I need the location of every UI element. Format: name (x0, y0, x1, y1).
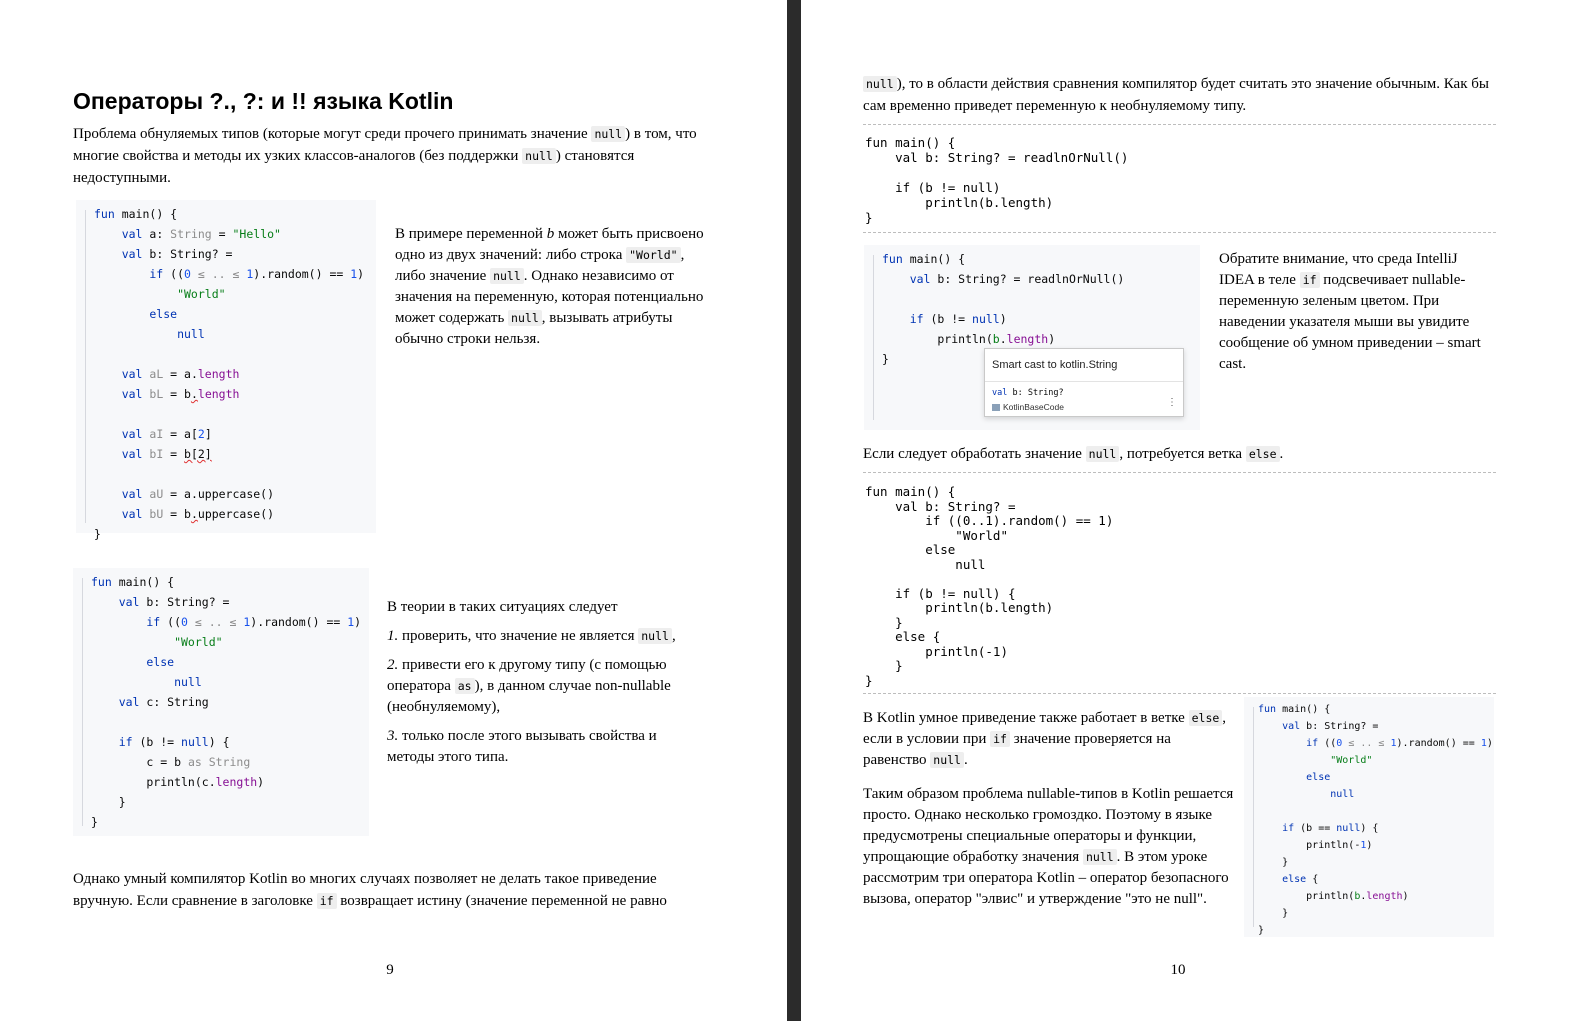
code-token: val (882, 272, 938, 286)
code-token: b (992, 332, 1000, 346)
code-line (1258, 786, 1494, 803)
code-line (1258, 718, 1494, 735)
code-token: = (163, 447, 185, 461)
code-token: ) (1402, 891, 1409, 902)
code-token: if (1258, 823, 1301, 834)
code-token: main() { (1282, 704, 1331, 715)
code-token: ).random() == (250, 615, 348, 629)
code-token: else (94, 307, 178, 321)
code-token: val (94, 387, 150, 401)
code-token: String (170, 227, 212, 241)
code-token: as String (187, 755, 251, 769)
code-token: ≤ .. ≤ (187, 615, 244, 629)
code-token: aI (149, 427, 164, 441)
tooltip-title: Smart cast to kotlin.String (985, 349, 1183, 382)
code-line (94, 504, 376, 524)
code-token: val (94, 247, 150, 261)
code-line (1258, 769, 1494, 786)
code-token: 1 (347, 615, 355, 629)
summary-paragraph: Таким образом проблема nullable-типов в Kotlin решается просто. Однако несколько громоздко. Поэтому в языке предусмотрены специальные операторы и функции, упрощающие обработку значения null . В этом уроке рассмотрим три оператора Kotlin – оператор безопасного вызова, оператор "элвис" и утверждение "это не null". (863, 786, 1234, 907)
code-token: val (1258, 721, 1307, 732)
code-token: ≤ .. ≤ (1342, 738, 1391, 749)
theory-steps (387, 597, 687, 776)
code-token: bL (149, 387, 164, 401)
code-token: length (197, 367, 240, 381)
code-token: else (1258, 874, 1313, 885)
code-line (1258, 820, 1494, 837)
page-title: Операторы ?., ?: и !! языка Kotlin (73, 88, 454, 114)
code-line (91, 812, 369, 832)
code-token: null (181, 735, 209, 749)
code-token: = (211, 227, 233, 241)
code-line (882, 289, 1200, 309)
code-token: bU (149, 507, 164, 521)
code-token: if (1258, 738, 1325, 749)
code-token: null (91, 675, 202, 689)
code-token: "World" (94, 287, 226, 301)
code-token: val (94, 447, 150, 461)
code-line (1258, 905, 1494, 922)
code-token: val (91, 595, 147, 609)
code-line (94, 404, 376, 424)
code-line (1258, 803, 1494, 820)
code-line (91, 612, 369, 632)
code-line (882, 269, 1200, 289)
code-line (94, 224, 376, 244)
code-token: . (999, 332, 1007, 346)
page-number: 10 (1170, 962, 1186, 978)
divider (863, 124, 1496, 125)
code-token: ) (357, 267, 365, 281)
code-token: 0 (181, 615, 188, 629)
code-token: b: String? = (146, 595, 230, 609)
code-token: = b (163, 387, 191, 401)
code-token: 1 (1390, 738, 1397, 749)
code-token: 0 (184, 267, 191, 281)
divider (863, 472, 1496, 473)
intellij-note: Обратите внимание, что среда IntelliJ IDEA в теле if подсвечивает nullable-переменную зеленым цветом. При наведении указателя мыши вы увидите сообщение об умном приведении – smart cast. (1219, 251, 1481, 372)
code-token: aU (149, 487, 164, 501)
code-token: fun (91, 575, 119, 589)
divider (863, 693, 1496, 694)
code-token: aL (149, 367, 164, 381)
else-smart-cast-paragraph: В Kotlin умное приведение также работает в ветке else , если в условии при if значение проверяется на равенство null . (863, 710, 1227, 768)
ide-screenshot-2 (73, 568, 369, 836)
code-token: = b (163, 507, 191, 521)
code-token: "Hello" (232, 227, 281, 241)
code-block-2: fun main() { val b: String? = if ((0..1).random() == 1) "World" else null if (b != null) { println(b.length) } else { println(-1) } } (865, 484, 1114, 688)
code-line (91, 772, 369, 792)
code-token: ] (204, 427, 212, 441)
code-token: (( (167, 615, 182, 629)
code-line (91, 572, 369, 592)
code-line (94, 484, 376, 504)
tooltip-module: KotlinBaseCode (985, 400, 1183, 414)
code-token: ) (1366, 840, 1373, 851)
code-token: ) { (208, 735, 230, 749)
code-line (882, 249, 1200, 269)
code-token: if (91, 615, 168, 629)
ide-screenshot-1 (76, 200, 376, 541)
code-token: main() { (121, 207, 178, 221)
code-line (91, 752, 369, 772)
code-token: } (882, 352, 889, 366)
code-token: (( (170, 267, 185, 281)
code-token: length (215, 775, 258, 789)
code-line (94, 244, 376, 264)
code-token: ).random() == (253, 267, 351, 281)
code-token: 1 (1480, 738, 1487, 749)
code-token: main() { (909, 252, 966, 266)
code-token: null (1258, 789, 1355, 800)
code-token: . (1360, 891, 1367, 902)
code-line (94, 284, 376, 304)
code-block-1: fun main() { val b: String? = readlnOrNull() if (b != null) println(b.length) } (865, 135, 1129, 225)
code-token: { (1312, 874, 1319, 885)
code-line (91, 792, 369, 812)
code-token: ) (999, 312, 1007, 326)
code-token: } (1258, 908, 1289, 919)
continuation-paragraph: null ), то в области действия сравнения компилятор будет считать это значение обычным. Как бы сам временно приведет переменную к необнуляемому типу. (863, 76, 1489, 114)
code-token: 0 (1336, 738, 1343, 749)
code-token: length (1366, 891, 1403, 902)
code-token: ≤ .. ≤ (190, 267, 247, 281)
code-token: (b != (930, 312, 973, 326)
code-token: val (94, 227, 150, 241)
code-line (1258, 735, 1494, 752)
code-token: b (1354, 891, 1361, 902)
code-token: "World" (91, 635, 223, 649)
code-line (1258, 854, 1494, 871)
code-token: (( (1324, 738, 1337, 749)
code-token: else (1258, 772, 1331, 783)
code-token: main() { (118, 575, 175, 589)
code-line (94, 204, 376, 224)
code-token: ) (257, 775, 265, 789)
code-line (91, 632, 369, 652)
code-token: ) (1486, 738, 1493, 749)
code-token: println(- (1258, 840, 1361, 851)
code-token: ) (354, 615, 362, 629)
more-options-icon[interactable]: ⋮ (1167, 397, 1177, 408)
code-token: val (94, 367, 150, 381)
code-token: c = b (91, 755, 188, 769)
code-token: } (94, 527, 101, 541)
code-token: ) (1048, 332, 1056, 346)
code-token: ).random() == (1396, 738, 1481, 749)
code-line (882, 329, 1200, 349)
code-token: ) { (1360, 823, 1379, 834)
code-token: val (94, 507, 150, 521)
divider (863, 232, 1496, 233)
code-token: b: String? = (149, 247, 233, 261)
code-token: a: (149, 227, 171, 241)
code-line (94, 524, 376, 544)
code-token: length (197, 387, 240, 401)
code-token: . (190, 387, 198, 401)
left-page (0, 0, 787, 1021)
code-line (1258, 837, 1494, 854)
code-token: null (972, 312, 1000, 326)
code-token: println(c. (91, 775, 216, 789)
code-line (94, 464, 376, 484)
code-line (94, 264, 376, 284)
code-token: = a[ (163, 427, 198, 441)
code-line (882, 309, 1200, 329)
code-token: if (94, 267, 171, 281)
code-token: (b == (1300, 823, 1337, 834)
code-line (91, 652, 369, 672)
code-token: "World" (1258, 755, 1373, 766)
step-3: 3. только после этого вызывать свойства и методы этого типа. (387, 728, 657, 765)
code-line (91, 672, 369, 692)
code-token: b[2] (184, 447, 212, 461)
code-token: } (1258, 857, 1289, 868)
code-token: fun (1258, 704, 1283, 715)
code-line (94, 424, 376, 444)
code-line (1258, 922, 1494, 939)
code-line (94, 444, 376, 464)
code-token: 1 (350, 267, 358, 281)
code-token: println( (1258, 891, 1355, 902)
step-2: 2. привести его к другому типу (с помощью оператора as ), в данном случае non-nullable (необнуляемому), (387, 657, 671, 715)
tooltip-signature: val b: String? (992, 388, 1064, 398)
ide-screenshot-4 (1244, 697, 1494, 937)
smart-cast-tooltip (984, 348, 1184, 417)
code-line (91, 712, 369, 732)
steps-intro: В теории в таких ситуациях следует (387, 599, 618, 615)
code-line (94, 304, 376, 324)
code-token: 1 (246, 267, 254, 281)
code-token: = a.uppercase() (163, 487, 275, 501)
bottom-paragraph: Однако умный компилятор Kotlin во многих случаях позволяет не делать такое приведение вручную. Если сравнение в заголовке if возвращает истину (значение переменной не равно (73, 871, 667, 909)
intro-paragraph: Проблема обнуляемых типов (которые могут среди прочего принимать значение null ) в том, что многие свойства и методы их узких классов-аналогов (без поддержки null ) становятся недоступными. (73, 126, 697, 186)
code-token: b: String? = (1306, 721, 1379, 732)
code-token: val (94, 487, 150, 501)
code-line (91, 692, 369, 712)
code-line (94, 364, 376, 384)
code-token: fun (94, 207, 122, 221)
ide-screenshot-3 (864, 245, 1200, 430)
code-line (1258, 888, 1494, 905)
code-token: fun (882, 252, 910, 266)
code-token: if (882, 312, 931, 326)
step-1: 1. проверить, что значение не является null , (387, 628, 676, 644)
code-line (1258, 752, 1494, 769)
code-line (1258, 701, 1494, 718)
code-token: } (1258, 925, 1265, 936)
code-line (91, 732, 369, 752)
code-line (94, 384, 376, 404)
module-icon (992, 404, 1000, 411)
code-token: val (91, 695, 147, 709)
code-line (91, 592, 369, 612)
code-token: val (94, 427, 150, 441)
code-line (94, 324, 376, 344)
code-token: = a. (163, 367, 198, 381)
code-token: length (1006, 332, 1049, 346)
right-page (801, 0, 1588, 1021)
page-number: 9 (386, 962, 394, 978)
code-token: } (91, 815, 98, 829)
code-token: uppercase() (197, 507, 275, 521)
else-paragraph: Если следует обработать значение null , потребуется ветка else . (863, 446, 1284, 462)
code-token: } (91, 795, 126, 809)
code-token: (b != (139, 735, 182, 749)
code-token: 1 (1360, 840, 1367, 851)
code-token: if (91, 735, 140, 749)
code-line (94, 344, 376, 364)
code-token: 2 (197, 427, 205, 441)
code-token: null (94, 327, 205, 341)
code-line (1258, 871, 1494, 888)
code-token: b: String? = readlnOrNull() (937, 272, 1125, 286)
code-token: 1 (243, 615, 251, 629)
code-token: bI (149, 447, 164, 461)
example-note: В примере переменной b может быть присвоено одно из двух значений: либо строка "World" , либо значение null . Однако независимо от значения на переменную, которая потенциально может содержать null , вызывать атрибуты обычно строки нельзя. (395, 226, 704, 347)
code-token: null (1336, 823, 1361, 834)
code-token: c: String (146, 695, 209, 709)
code-token: . (190, 507, 198, 521)
code-token: else (91, 655, 175, 669)
code-token: println( (882, 332, 993, 346)
